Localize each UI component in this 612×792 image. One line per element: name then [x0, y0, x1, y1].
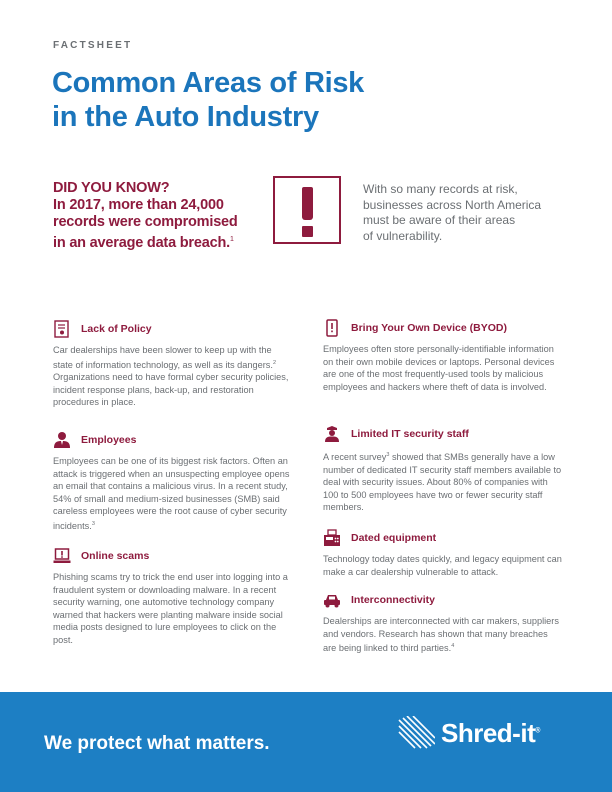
registered-mark: ® [535, 726, 540, 734]
section-body: Phishing scams try to trick the end user into logging into a fraudulent system or downloading malware. In a recent security warning, one automotive technology company warned that hackers were planting malware inside social media posts designed to lure employees to click on the post. [53, 572, 288, 645]
brand-text: Shred-it [441, 717, 536, 748]
document-icon [53, 320, 71, 338]
title-line-2: in the Auto Industry [52, 101, 319, 133]
mobile-alert-icon [323, 319, 341, 337]
laptop-alert-icon [53, 547, 71, 565]
intro-line-1: With so many records at risk, [363, 182, 518, 196]
section-body [323, 449, 563, 514]
shred-lines-icon [397, 716, 435, 750]
section-body [53, 455, 293, 533]
footnote-marker: 3 [91, 520, 95, 527]
brand-name [441, 718, 540, 749]
section-title: Limited IT security staff [351, 428, 469, 440]
title-line-1: Common Areas of Risk [52, 67, 364, 99]
security-guard-icon [323, 425, 341, 443]
footnote-marker: 2 [272, 359, 276, 366]
intro-line-2: businesses across North America [363, 197, 542, 212]
footnote-marker: 1 [229, 236, 234, 243]
body-text-cont: Organizations need to have formal cyber security policies, incident response plans, back-up, and restoration procedures in place. [53, 372, 289, 408]
body-text: A recent survey [323, 452, 387, 463]
section-lack-of-policy [53, 319, 293, 409]
body-text: Car dealerships have been slower to keep up with the state of information technology, as well as its dangers. [53, 345, 273, 370]
section-it-staff [323, 424, 563, 514]
footnote-marker: 4 [451, 643, 455, 650]
exclamation-icon [273, 176, 341, 244]
section-title: Interconnectivity [351, 594, 436, 606]
footer-tagline: We protect what matters. [44, 733, 270, 754]
did-you-know-line-3: in an average data breach. [53, 234, 230, 251]
intro-line-4: of vulnerability. [363, 228, 443, 243]
car-icon [323, 591, 341, 609]
section-body: Technology today dates quickly, and legacy equipment can make a car dealership vulnerable to attack. [323, 554, 562, 577]
section-dated-equipment [323, 528, 563, 578]
footer-banner [0, 692, 612, 792]
brand-logo [397, 716, 540, 750]
footnote-marker: 3 [386, 452, 390, 458]
section-title: Online scams [81, 550, 150, 562]
section-employees [53, 430, 293, 533]
eyebrow-label: FACTSHEET [53, 40, 133, 51]
section-title: Lack of Policy [81, 323, 152, 335]
section-title: Dated equipment [351, 532, 437, 544]
did-you-know-line-1: In 2017, more than 24,000 [53, 197, 224, 213]
fax-machine-icon [323, 529, 341, 547]
intro-line-3: must be aware of their areas [363, 213, 516, 227]
section-body: Employees often store personally-identifiable information on their own mobile devices or laptops. Personal devices are one of the most frequently-used tools by malicious employees and hackers where theft of data is involved. [323, 344, 555, 392]
section-body [323, 615, 563, 655]
did-you-know-heading: DID YOU KNOW? [53, 180, 170, 196]
section-body [53, 344, 293, 409]
section-byod [323, 318, 563, 393]
intro-text [363, 182, 563, 244]
body-text: Employees can be one of its biggest risk factors. Often an attack is triggered when an unsuspecting employee opens an email that contains a malicious virus. In a recent study, 54% of small and medium-sized businesses (SMB) said careless employees were the root cause of cyber security incidents. [53, 456, 290, 532]
person-icon [53, 431, 71, 449]
did-you-know-callout [53, 180, 268, 252]
did-you-know-line-2: records were compromised [53, 214, 238, 230]
page-title [52, 66, 552, 134]
section-title: Employees [81, 434, 137, 446]
section-online-scams [53, 546, 293, 647]
section-title: Bring Your Own Device (BYOD) [351, 322, 507, 334]
body-text-cont: showed that SMBs generally have a low number of dedicated IT security staff members available to deal with security issues. About 80% of companies with 100 to 500 employees have two or fewer security staff members. [323, 452, 562, 513]
section-interconnectivity [323, 590, 563, 655]
body-text: Dealerships are interconnected with car makers, suppliers and vendors. Research has shown that many breaches are being linked to third parties. [323, 616, 559, 654]
